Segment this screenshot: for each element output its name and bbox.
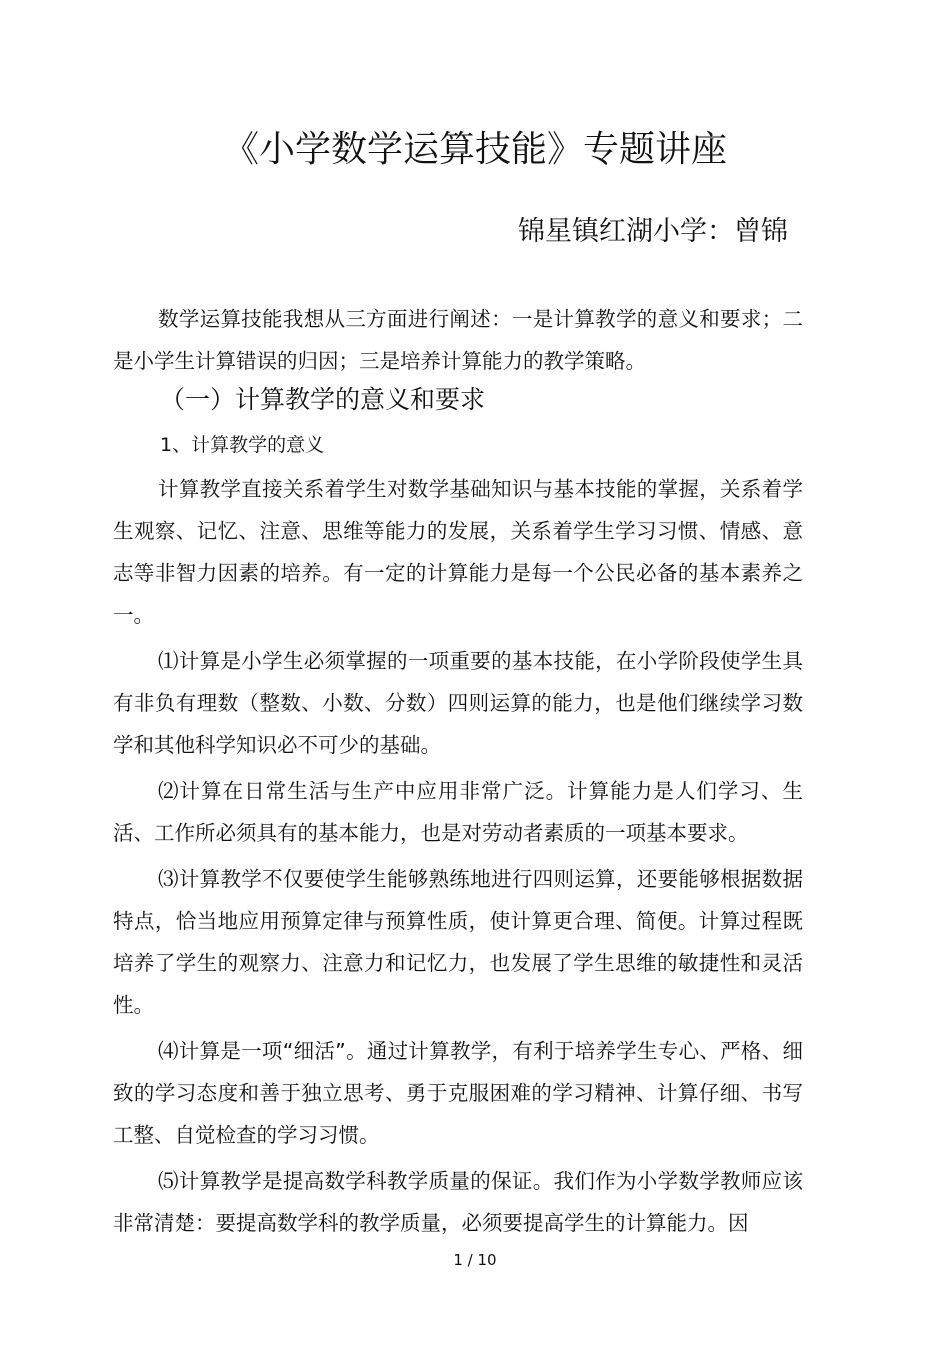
document-title: 《小学数学运算技能》专题讲座 xyxy=(222,129,727,170)
body-paragraph: ⑶计算教学不仅要使学生能够熟练地进行四则运算，还要能够根据数据特点，恰当地应用预算定律与预算性质，使计算更合理、简便。计算过程既培养了学生的观察力、注意力和记忆力，也发展了学生思维的敏捷性和灵活性。 xyxy=(113,867,803,1017)
body-paragraph: ⑸计算教学是提高数学科教学质量的保证。我们作为小学数学教师应该非常清楚：要提高数学科的教学质量，必须要提高学生的计算能力。因 xyxy=(113,1169,803,1235)
body-paragraph: 计算教学直接关系着学生对数学基础知识与基本技能的掌握，关系着学生观察、记忆、注意、思维等能力的发展，关系着学生学习习惯、情感、意志等非智力因素的培养。有一定的计算能力是每一个公民必备的基本素养之一。 xyxy=(113,477,803,627)
author-line: 锦星镇红湖小学：曾锦 xyxy=(518,216,788,247)
body-paragraph: ⑵计算在日常生活与生产中应用非常广泛。计算能力是人们学习、生活、工作所必须具有的基本能力，也是对劳动者素质的一项基本要求。 xyxy=(113,779,803,845)
section-heading: （一）计算教学的意义和要求 xyxy=(160,385,486,414)
page-number: 1 / 10 xyxy=(453,1251,497,1269)
intro-block xyxy=(113,298,803,382)
body-paragraph: ⑴计算是小学生必须掌握的一项重要的基本技能，在小学阶段使学生具有非负有理数（整数、小数、分数）四则运算的能力，也是他们继续学习数学和其他科学知识必不可少的基础。 xyxy=(113,649,803,757)
subsection-heading: 1、计算教学的意义 xyxy=(160,434,325,456)
intro-paragraph: 数学运算技能我想从三方面进行阐述：一是计算教学的意义和要求；二是小学生计算错误的归因；三是培养计算能力的教学策略。 xyxy=(113,307,803,373)
main-body xyxy=(113,468,803,1244)
body-paragraph: ⑷计算是一项“细活”。通过计算教学，有利于培养学生专心、严格、细致的学习态度和善于独立思考、勇于克服困难的学习精神、计算仔细、书写工整、自觉检查的学习习惯。 xyxy=(113,1039,803,1147)
